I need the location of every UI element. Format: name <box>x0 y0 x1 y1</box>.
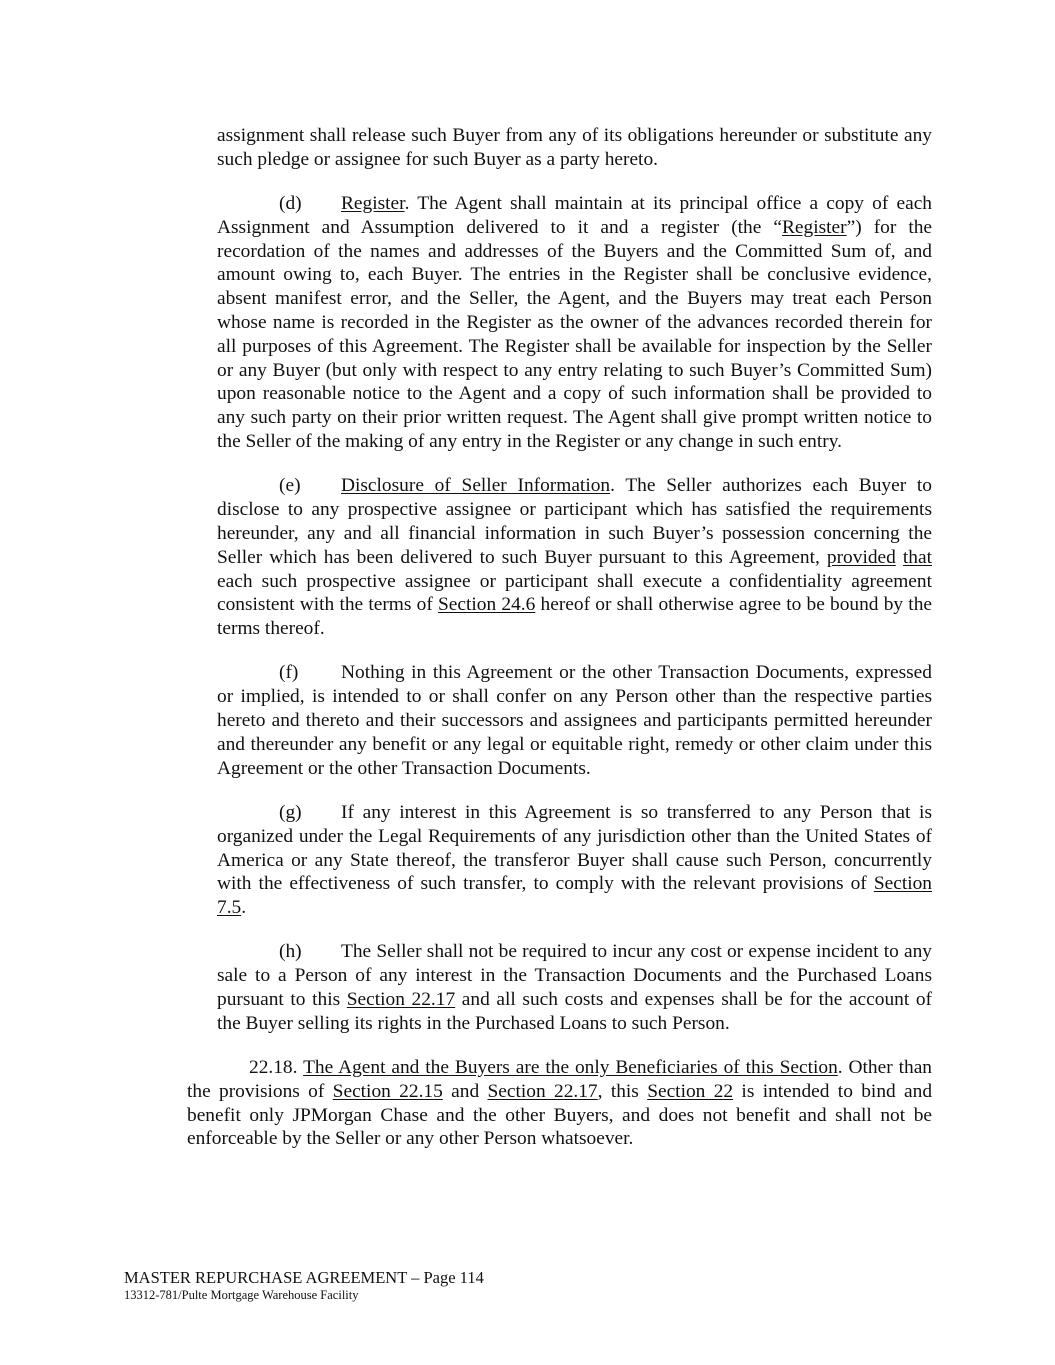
section-22-18 <box>187 1056 932 1151</box>
that-term: that <box>902 546 932 568</box>
paragraph-d-text-2: ”) for the recordation of the names and addresses of the Buyers and the Committed Sum of, and amount owing to, each Buyer. The entries in the Register shall be conclusive evidence, absent manifest error, and the Seller, the Agent, and the Buyers may treat each Person whose name is recorded in the Register as the owner of the advances recorded therein for all purposes of this Agreement. The Register shall be available for inspection by the Seller or any Buyer (but only with respect to any entry relating to such Buyer’s Committed Sum) upon reasonable notice to the Agent and a copy of such information shall be provided to any such party on their prior written request. The Agent shall give prompt written notice to the Seller of the making of any entry in the Register or any change in such entry. <box>217 216 933 453</box>
footer-title: MASTER REPURCHASE AGREEMENT – Page 114 <box>124 1268 484 1287</box>
document-body <box>187 124 932 1172</box>
section-22-18-number: 22.18. <box>249 1057 298 1079</box>
paragraph-h <box>217 940 932 1035</box>
paragraph-e <box>217 474 932 641</box>
paragraph-h-text-2: and all such costs and expenses shall be for the account of the Buyer selling its rights in the Purchased Loans to such Person. <box>217 989 933 1034</box>
paragraph-e-label: (e) <box>279 475 301 497</box>
continuation-paragraph: assignment shall release such Buyer from any of its obligations hereunder or substitute any such pledge or assignee for such Buyer as a party hereto. <box>217 125 932 170</box>
section-7-5-reference: Section 7.5 <box>217 873 932 919</box>
paragraph-g-label: (g) <box>279 801 302 823</box>
footer-subtitle: 13312-781/Pulte Mortgage Warehouse Facility <box>124 1288 359 1302</box>
section-22-15-reference: Section 22.15 <box>332 1080 443 1102</box>
section-22-17-reference-2: Section 22.17 <box>487 1080 598 1102</box>
subsection-list <box>217 124 932 1036</box>
paragraph-d-label: (d) <box>279 193 302 215</box>
paragraph-h-text-1: The Seller shall not be required to incur any cost or expense incident to any sale to a Person of any interest in the Transaction Documents and the Purchased Loans pursuant to this <box>217 941 932 1010</box>
section-22-reference: Section 22 <box>647 1080 734 1102</box>
page-footer <box>124 1268 484 1303</box>
paragraph-f <box>217 661 932 780</box>
section-22-17-reference: Section 22.17 <box>346 989 456 1010</box>
paragraph-e-text-2: each such prospective assignee or participant shall execute a confidentiality agreement consistent with the terms of <box>217 570 932 616</box>
paragraph-g <box>217 801 932 920</box>
paragraph-g-text-1: If any interest in this Agreement is so transferred to any Person that is organized under the Legal Requirements of any jurisdiction other than the United States of America or any State thereof, the transferor Buyer shall cause such Person, concurrently with the effectiveness of such transfer, to comply with the relevant provisions of <box>217 801 932 895</box>
paragraph-h-label: (h) <box>279 941 302 963</box>
register-defined-term: Register <box>781 216 847 238</box>
section-22-18-text-3: , this <box>597 1080 648 1102</box>
paragraph-e-heading: Disclosure of Seller Information <box>341 475 611 497</box>
paragraph-d <box>217 192 932 454</box>
paragraph-e-text-3: hereof or shall otherwise agree to be bound by the terms thereof. <box>217 594 932 640</box>
provided-term: provided <box>826 546 896 568</box>
paragraph-f-text: Nothing in this Agreement or the other Transaction Documents, expressed or implied, is intended to or shall confer on any Person other than the respective parties hereto and thereto and their successors and assignees and participants permitted hereunder and thereunder any benefit or any legal or equitable right, remedy or other claim under this Agreement or the other Transaction Documents. <box>217 662 932 779</box>
paragraph-g-text-2: . <box>241 897 247 919</box>
paragraph-d-text-1: . The Agent shall maintain at its principal office a copy of each Assignment and Assumption delivered to it and a register (the “ <box>217 193 932 238</box>
section-22-18-text-4: is intended to bind and benefit only JPMorgan Chase and the other Buyers, and does not benefit and shall not be enforceable by the Seller or any other Person whatsoever. <box>187 1080 933 1150</box>
paragraph-e-text-1: . The Seller authorizes each Buyer to disclose to any prospective assignee or participant which has satisfied the requirements hereunder, any and all financial information in such Buyer’s possession concerning the Seller which has been delivered to such Buyer pursuant to this Agreement, <box>217 475 932 568</box>
section-22-18-text-2: and <box>442 1080 488 1102</box>
paragraph-d-heading: Register <box>341 193 405 215</box>
section-22-18-heading: The Agent and the Buyers are the only Beneficiaries of this Section <box>303 1057 838 1079</box>
section-22-18-text-1: . Other than the provisions of <box>187 1057 932 1102</box>
section-24-6-reference: Section 24.6 <box>438 594 536 616</box>
paragraph-f-label: (f) <box>279 662 299 684</box>
